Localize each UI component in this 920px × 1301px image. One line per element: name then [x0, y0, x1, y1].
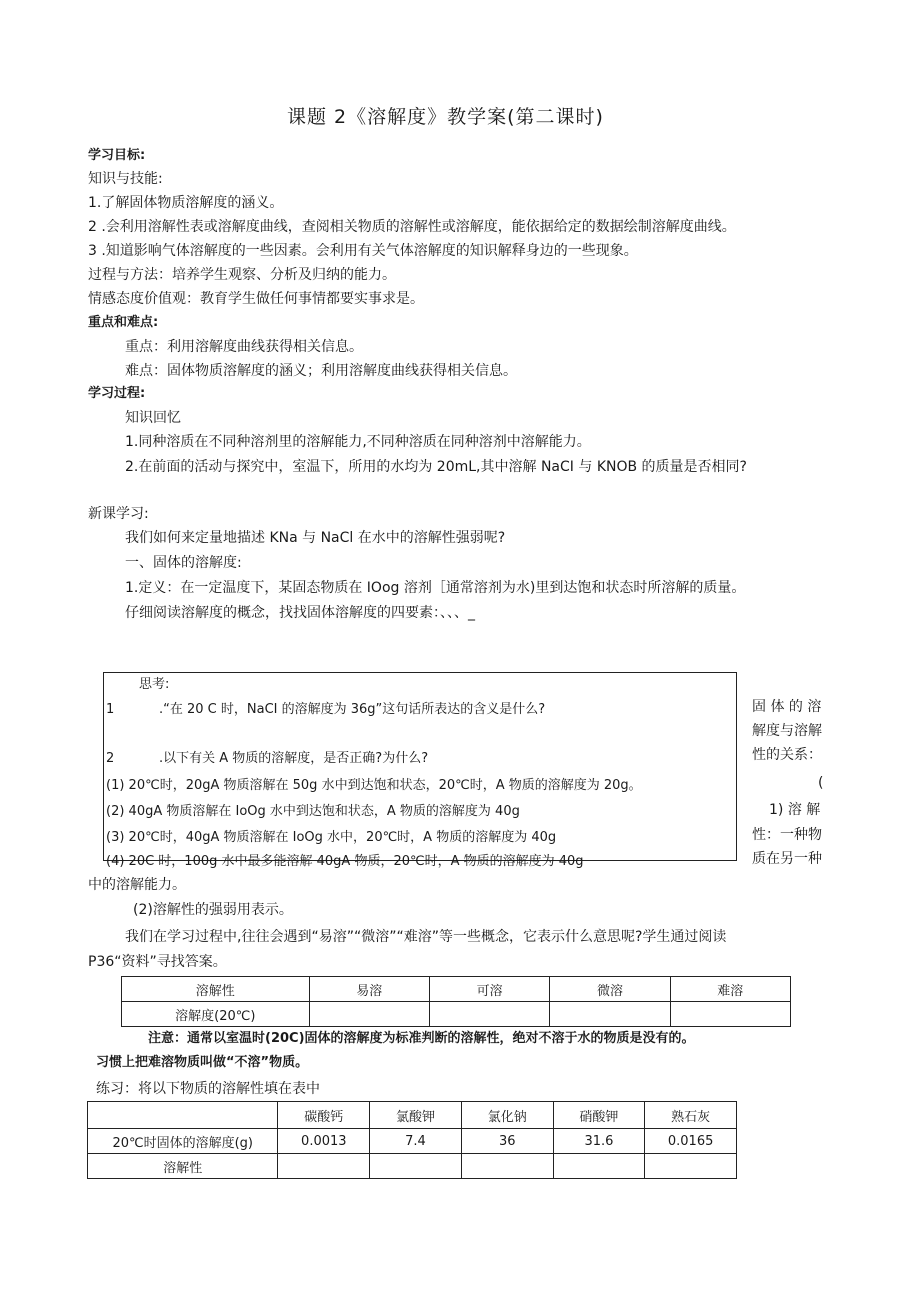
- side-text-line-1: 固 体 的 溶: [752, 699, 822, 715]
- table-cell: 31.6: [553, 1129, 645, 1154]
- table-cell: [550, 1002, 670, 1027]
- goals-heading: 学习目标:: [88, 148, 146, 163]
- concept-paragraph-1: 我们在学习过程中,往往会遇到“易溶”“微溶”“难溶”等一些概念，它表示什么意思呢?学生通过阅读: [125, 929, 727, 945]
- table-row: [122, 977, 791, 1002]
- table-cell: 0.0165: [645, 1129, 737, 1154]
- table-cell: [309, 1002, 429, 1027]
- knowledge-heading: 知识与技能:: [88, 171, 163, 187]
- table-cell: 溶解性: [122, 977, 310, 1002]
- difficult-point: 难点：固体物质溶解度的涵义；利用溶解度曲线获得相关信息。: [125, 363, 517, 379]
- table-cell: [645, 1154, 737, 1179]
- new-lesson-question: 我们如何来定量地描述 KNa 与 NaCl 在水中的溶解性强弱呢?: [125, 530, 506, 546]
- review-heading: 知识回忆: [125, 410, 181, 426]
- table-cell: 易溶: [309, 977, 429, 1002]
- table-cell: 溶解度(20℃): [122, 1002, 310, 1027]
- solubility-class-table: [121, 976, 791, 1027]
- process-goal: 过程与方法：培养学生观察、分析及归纳的能力。: [88, 267, 396, 283]
- table-cell: 微溶: [550, 977, 670, 1002]
- review-item-1: 1.同种溶质在不同种溶剂里的溶解能力,不同种溶质在同种溶剂中溶解能力。: [125, 434, 591, 450]
- table-row: [122, 1002, 791, 1027]
- review-item-2: 2.在前面的活动与探究中，室温下，所用的水均为 20mL,其中溶解 NaCI 与 KNOB 的质量是否相同?: [125, 459, 747, 475]
- side-text-line-3: 性的关系：: [752, 747, 822, 763]
- side-text-line-4: (: [818, 775, 824, 791]
- side-text-line-7: 质在另一种: [752, 851, 822, 867]
- table-row: [88, 1154, 737, 1179]
- key-point: 重点：利用溶解度曲线获得相关信息。: [125, 339, 363, 355]
- solubility-strength: (2)溶解性的强弱用表示。: [133, 902, 293, 918]
- table-cell: [278, 1154, 370, 1179]
- table-cell: [553, 1154, 645, 1179]
- table-row: [88, 1129, 737, 1154]
- emotion-goal: 情感态度价值观：教育学生做任何事情都要实事求是。: [88, 291, 424, 307]
- table-cell: 20℃时固体的溶解度(g): [88, 1129, 278, 1154]
- table-cell: [370, 1154, 462, 1179]
- think-item-4: (4) 20C 时，100g 水中最多能溶解 40gA 物质，20℃时，A 物质的溶解度为 40g: [106, 854, 584, 869]
- note-line-2: 习惯上把难溶物质叫做“不溶”物质。: [96, 1055, 309, 1070]
- think-item-2: (2) 40gA 物质溶解在 IoOg 水中到达饱和状态，A 物质的溶解度为 40g: [106, 804, 520, 819]
- table-cell: [429, 1002, 549, 1027]
- section-solid-solubility: 一、固体的溶解度:: [125, 555, 242, 571]
- table-cell: [461, 1154, 553, 1179]
- four-elements: 仔细阅读溶解度的概念，找找固体溶解度的四要素：、、、_: [125, 605, 475, 621]
- table-cell: 0.0013: [278, 1129, 370, 1154]
- solvent-ability: 中的溶解能力。: [88, 877, 186, 893]
- goal-item-2: 2 .会利用溶解性表或溶解度曲线，查阅相关物质的溶解性或溶解度，能依据给定的数据绘制溶解度曲线。: [88, 219, 736, 235]
- table-cell: 7.4: [370, 1129, 462, 1154]
- table-cell: 溶解性: [88, 1154, 278, 1179]
- side-text-line-5: 1) 溶 解: [769, 802, 821, 818]
- table-cell: 氯化钠: [461, 1102, 553, 1129]
- table-cell: 熟石灰: [645, 1102, 737, 1129]
- table-cell: 碳酸钙: [278, 1102, 370, 1129]
- exercise-heading: 练习：将以下物质的溶解性填在表中: [96, 1081, 320, 1097]
- goal-item-1: 1.了解固体物质溶解度的涵义。: [88, 195, 284, 211]
- think-q2: .以下有关 A 物质的溶解度，是否正确?为什么?: [159, 751, 429, 766]
- think-item-3: (3) 20℃时，40gA 物质溶解在 IoOg 水中，20℃时，A 物质的溶解度为 40g: [106, 830, 557, 845]
- table-cell: [670, 1002, 790, 1027]
- table-cell: 可溶: [429, 977, 549, 1002]
- think-q1: .“在 20 C 时，NaCI 的溶解度为 36g”这句话所表达的含义是什么?: [159, 702, 546, 717]
- think-heading: 思考:: [139, 677, 170, 692]
- definition: 1.定义：在一定温度下，某固态物质在 IOog 溶剂［通常溶剂为水)里到达饱和状态时所溶解的质量。: [125, 580, 746, 596]
- table-cell: 硝酸钾: [553, 1102, 645, 1129]
- goal-item-3: 3 .知道影响气体溶解度的一些因素。会利用有关气体溶解度的知识解释身边的一些现象。: [88, 243, 638, 259]
- concept-paragraph-2: P36“资料”寻找答案。: [88, 954, 227, 970]
- table-cell: 难溶: [670, 977, 790, 1002]
- new-lesson-heading: 新课学习:: [88, 506, 149, 522]
- side-text-line-6: 性：一种物: [752, 827, 822, 843]
- side-text-line-2: 解度与溶解: [752, 723, 822, 739]
- process-heading: 学习过程:: [88, 386, 146, 401]
- think-box: [103, 672, 737, 869]
- exercise-table: [87, 1101, 737, 1179]
- table-cell: [88, 1102, 278, 1129]
- table-cell: 氯酸钾: [370, 1102, 462, 1129]
- think-item-1: (1) 20℃时，20gA 物质溶解在 50g 水中到达饱和状态，20℃时，A 物质的溶解度为 20g。: [106, 778, 642, 793]
- table-row: [88, 1102, 737, 1129]
- keypoints-heading: 重点和难点:: [88, 315, 159, 330]
- page-title: 课题 2《溶解度》教学案(第二课时): [287, 106, 604, 128]
- think-q2-number: 2: [106, 751, 115, 766]
- note-line-1: 注意：通常以室温时(20C)固体的溶解度为标准判断的溶解性，绝对不溶于水的物质是没有的。: [148, 1031, 695, 1046]
- table-cell: 36: [461, 1129, 553, 1154]
- think-q1-number: 1: [106, 702, 115, 717]
